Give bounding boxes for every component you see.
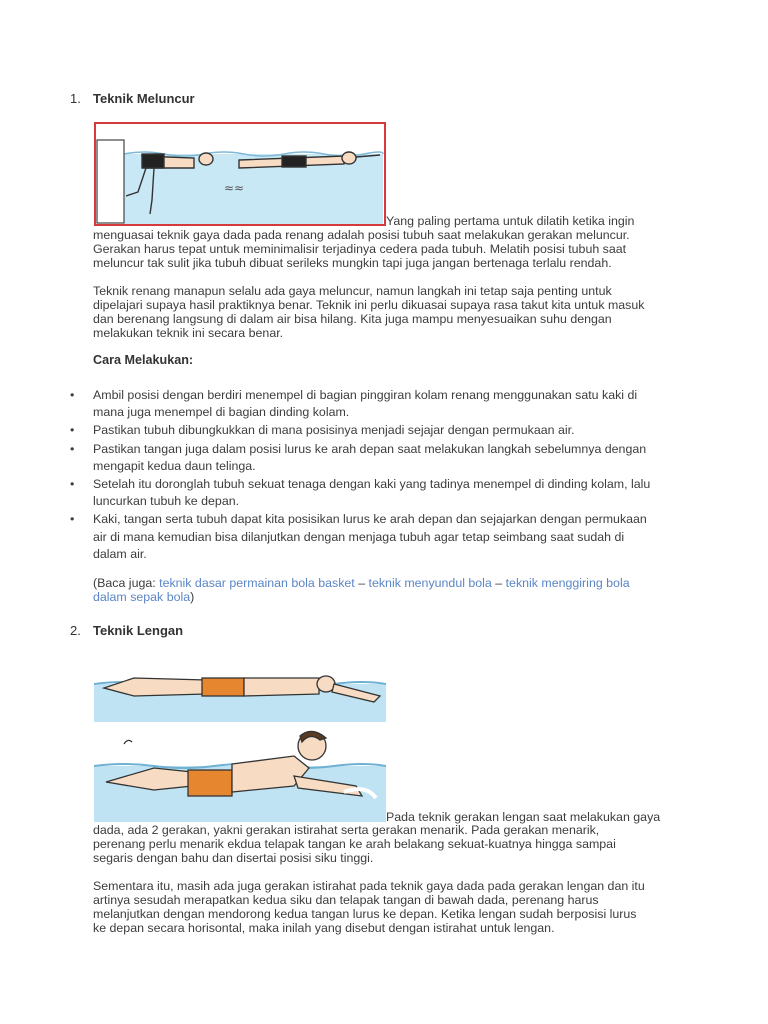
svg-text:≈≈: ≈≈ [224,181,245,195]
section1-caption: Yang paling pertama untuk dilatih ketika ingin [386,214,635,228]
how-to-list [70,387,680,564]
section1-title: Teknik Meluncur [93,91,195,106]
section2-caption: Pada teknik gerakan lengan saat melakukan gaya [386,810,661,824]
list-item: • Ambil posisi dengan berdiri menempel di bagian pinggiran kolam renang menggunakan satu kaki di mana juga menempel di bagian dinding kolam. [70,388,638,420]
section2-title: Teknik Lengan [93,623,184,638]
also-read: (Baca juga: teknik dasar permainan bola basket – teknik menyundul bola – teknik menggiring bola dalam sepak bola) [93,576,630,604]
section1-number: 1. [70,91,81,106]
arm-technique-figure-bottom [94,724,386,822]
link-heading-ball[interactable]: teknik menyundul bola [368,576,492,590]
list-item: • Kaki, tangan serta tubuh dapat kita posisikan lurus ke arah depan dan sejajarkan dengan permukaan air di mana kemudian bisa dilanjutkan dengan menjaga tubuh agar tetap seimbang saat sudah di dalam air. [70,512,647,561]
how-to-title: Cara Melakukan: [93,353,194,367]
list-item: • Pastikan tangan juga dalam posisi lurus ke arah depan saat melakukan langkah sebelumnya dengan mengapit kedua daun telinga. [70,441,647,473]
list-item: • Pastikan tubuh dibungkukkan di mana posisinya menjadi sejajar dengan permukaan air. [70,423,575,438]
section2-paragraph-1: dada, ada 2 gerakan, yakni gerakan istirahat serta gerakan menarik. Pada gerakan menarik, perenang perlu menarik ekdua telapak tangan ke arah belakang sekuat-kuatnya hingga sampai segaris dengan bahu dan disertai posisi siku tinggi. [93,823,616,865]
arm-technique-figure-top [94,656,386,722]
link-dribbling-a[interactable]: teknik menggiring bola [505,576,630,590]
link-dribbling-b[interactable]: dalam sepak bola [93,590,191,604]
pool-wall [97,140,124,223]
section1-paragraph-2: Teknik renang manapun selalu ada gaya meluncur, namun langkah ini tetap saja penting untuk dipelajari supaya hasil praktiknya benar. Teknik ini perlu dikuasai supaya rasa takut kita untuk masuk dan berenang langsung di dalam air bisa hilang. Kita juga mampu menyesuaikan suhu dengan melakukan teknik ini secara benar. [93,284,645,340]
glide-technique-figure [94,122,386,226]
section2-paragraph-2: Sementara itu, masih ada juga gerakan istirahat pada teknik gaya dada pada gerakan lengan dan itu artinya sesudah merapatkan kedua siku dan telapak tangan di bawah dada, perenang harus melanjutkan dengan mendorong kedua tangan lurus ke depan. Ketika lengan sudah berposisi lurus ke depan secara horisontal, maka inilah yang disebut dengan istirahat untuk lengan. [93,879,645,935]
section1-paragraph-1: menguasai teknik gaya dada pada renang adalah posisi tubuh saat melakukan gerakan meluncur. Gerakan harus tepat untuk meminimalisir terjadinya cedera pada tubuh. Melatih posisi tubuh saat meluncur tak sulit jika tubuh dibuat serileks mungkin tapi juga jangan bertenaga terlalu rendah. [93,228,630,270]
link-basketball[interactable]: teknik dasar permainan bola basket [159,576,355,590]
section2-number: 2. [70,623,81,638]
list-item: • Setelah itu doronglah tubuh sekuat tenaga dengan kaki yang tadinya menempel di dinding kolam, lalu luncurkan tubuh ke depan. [70,477,651,509]
